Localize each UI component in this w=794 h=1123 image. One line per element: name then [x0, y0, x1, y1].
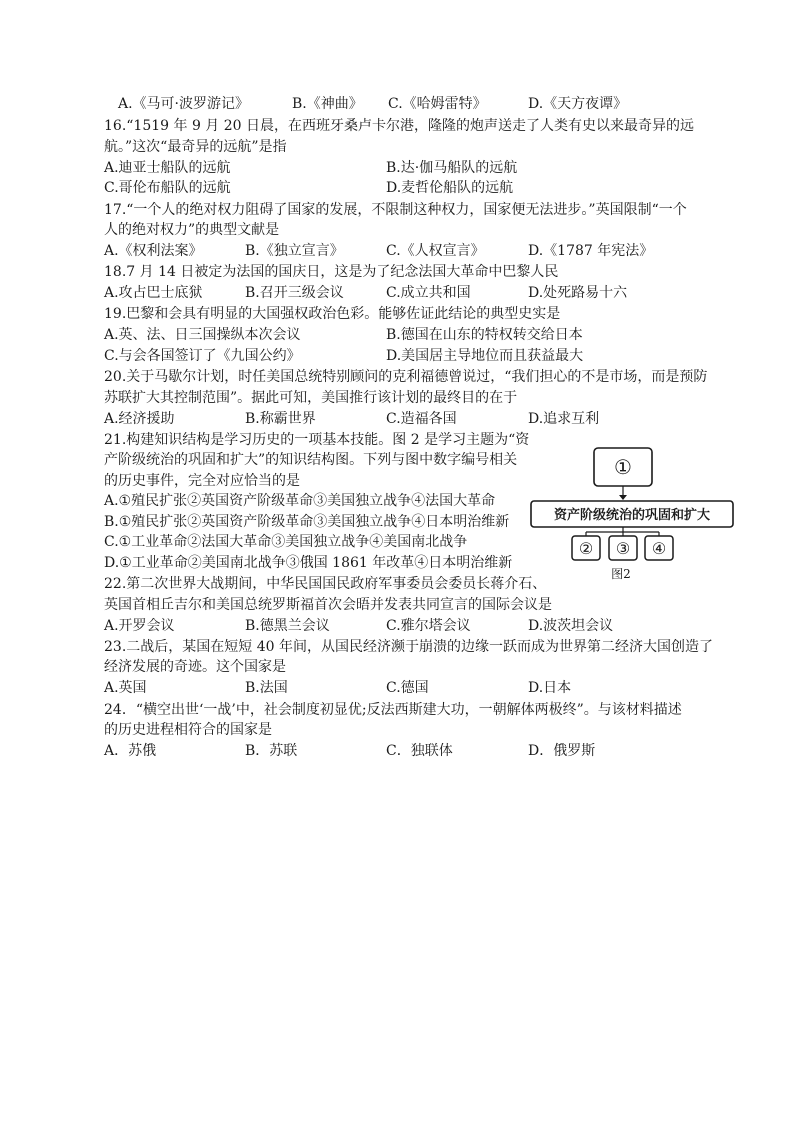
q17-option-a: A.《权利法案》 [104, 243, 203, 259]
q18-stem: 18.7 月 14 日被定为法国的国庆日，这是为了纪念法国大革命中巴黎人民 [104, 264, 559, 280]
q19-option-c: C.与会各国签订了《九国公约》 [104, 348, 301, 364]
q17-option-d: D.《1787 年宪法》 [528, 243, 654, 259]
q19-stem: 19.巴黎和会具有明显的大国强权政治色彩。能够佐证此结论的典型史实是 [104, 306, 561, 322]
q23-option-b: B.法国 [245, 680, 288, 696]
q21-option-c: C.①工业革命②法国大革命③美国独立战争④美国南北战争 [104, 534, 468, 550]
q23-stem-line-2: 经济发展的奇迹。这个国家是 [104, 659, 286, 675]
q22-stem-line-1: 22.第二次世界大战期间，中华民国国民政府军事委员会委员长蒋介石、 [104, 576, 547, 592]
q18-option-b: B.召开三级会议 [245, 285, 344, 301]
q16-option-b: B.达·伽马船队的远航 [386, 160, 518, 176]
diagram-box-2-label: ② [578, 539, 594, 558]
q17-option-b: B.《独立宣言》 [245, 243, 344, 259]
q21-option-b: B.①殖民扩张②英国资产阶级革命③美国独立战争④日本明治维新 [104, 514, 510, 530]
q24-option-c: C．独联体 [386, 743, 453, 759]
q20-option-a: A.经济援助 [104, 411, 175, 427]
q19-option-a: A.英、法、日三国操纵本次会议 [104, 327, 301, 343]
q21-stem-line-2: 产阶级统治的巩固和扩大”的知识结构图。下列与图中数字编号相关 [104, 452, 518, 468]
q18-option-a: A.攻占巴士底狱 [104, 285, 203, 301]
diagram-top-label: ① [614, 455, 632, 479]
q19-option-d: D.美国居主导地位而且获益最大 [386, 348, 584, 364]
q23-option-a: A.英国 [104, 680, 147, 696]
q24-option-d: D．俄罗斯 [528, 743, 596, 759]
q20-option-c: C.造福各国 [386, 411, 457, 427]
q22-option-c: C.雅尔塔会议 [386, 618, 471, 634]
diagram-arrow-head [619, 495, 627, 500]
diagram-center-label: 资产阶级统治的巩固和扩大 [553, 508, 711, 523]
q23-option-c: C.德国 [386, 680, 429, 696]
q15-option-d: D.《天方夜谭》 [528, 96, 628, 112]
q24-stem-line-1: 24．“横空出世‘一战’中，社会制度初显优;反法西斯建大功，一朝解体两极终”。与该材料描述 [104, 702, 682, 718]
q18-option-d: D.处死路易十六 [528, 285, 628, 301]
q16-stem-line-1: 16.“1519 年 9 月 20 日晨，在西班牙桑卢卡尔港，隆隆的炮声送走了人类有史以来最奇异的远 [104, 118, 695, 134]
q16-option-d: D.麦哲伦船队的远航 [386, 180, 514, 196]
q16-stem-line-2: 航。”这次“最奇异的远航”是指 [104, 139, 287, 155]
q22-option-b: B.德黑兰会议 [245, 618, 330, 634]
q20-stem-line-2: 苏联扩大其控制范围”。据此可知，美国推行该计划的最终目的在于 [104, 390, 518, 406]
q15-option-b: B.《神曲》 [292, 96, 363, 112]
diagram-box-3-label: ③ [615, 539, 631, 558]
q21-stem-line-3: 的历史事件，完全对应恰当的是 [104, 473, 300, 489]
q15-option-a: A.《马可·波罗游记》 [118, 96, 250, 112]
q21-stem-line-1: 21.构建知识结构是学习历史的一项基本技能。图 2 是学习主题为“资 [104, 432, 530, 448]
q23-stem-line-1: 23.二战后，某国在短短 40 年间，从国民经济濒于崩溃的边缘一跃而成为世界第二经济大国创造了 [104, 639, 713, 655]
q17-stem-line-2: 人的绝对权力”的典型文献是 [104, 222, 280, 238]
q16-option-a: A.迪亚士船队的远航 [104, 160, 231, 176]
q22-stem-line-2: 英国首相丘吉尔和美国总统罗斯福首次会晤并发表共同宣言的国际会议是 [104, 597, 552, 613]
q23-option-d: D.日本 [528, 680, 572, 696]
q17-stem-line-1: 17.“一个人的绝对权力阻碍了国家的发展，不限制这种权力，国家便无法进步。”英国限制“一个 [104, 202, 687, 218]
figure-2-diagram [528, 446, 736, 586]
q15-option-c: C.《哈姆雷特》 [388, 96, 487, 112]
q24-stem-line-2: 的历史进程相符合的国家是 [104, 722, 272, 738]
q19-option-b: B.德国在山东的特权转交给日本 [386, 327, 583, 343]
diagram-caption: 图2 [611, 567, 631, 581]
q22-option-a: A.开罗会议 [104, 618, 175, 634]
q18-option-c: C.成立共和国 [386, 285, 471, 301]
q21-option-a: A.①殖民扩张②英国资产阶级革命③美国独立战争④法国大革命 [104, 493, 496, 509]
q22-option-d: D.波茨坦会议 [528, 618, 614, 634]
q20-stem-line-1: 20.关于马歇尔计划，时任美国总统特别顾问的克利福德曾说过，“我们担心的不是市场，而是预防 [104, 369, 708, 385]
diagram-box-4-label: ④ [651, 539, 667, 558]
q17-option-c: C.《人权宣言》 [386, 243, 485, 259]
q24-option-b: B．苏联 [245, 743, 298, 759]
q16-option-c: C.哥伦布船队的远航 [104, 180, 231, 196]
q21-option-d: D.①工业革命②美国南北战争③俄国 1861 年改革④日本明治维新 [104, 555, 513, 571]
q20-option-d: D.追求互利 [528, 411, 600, 427]
q24-option-a: A．苏俄 [104, 743, 157, 759]
q20-option-b: B.称霸世界 [245, 411, 316, 427]
